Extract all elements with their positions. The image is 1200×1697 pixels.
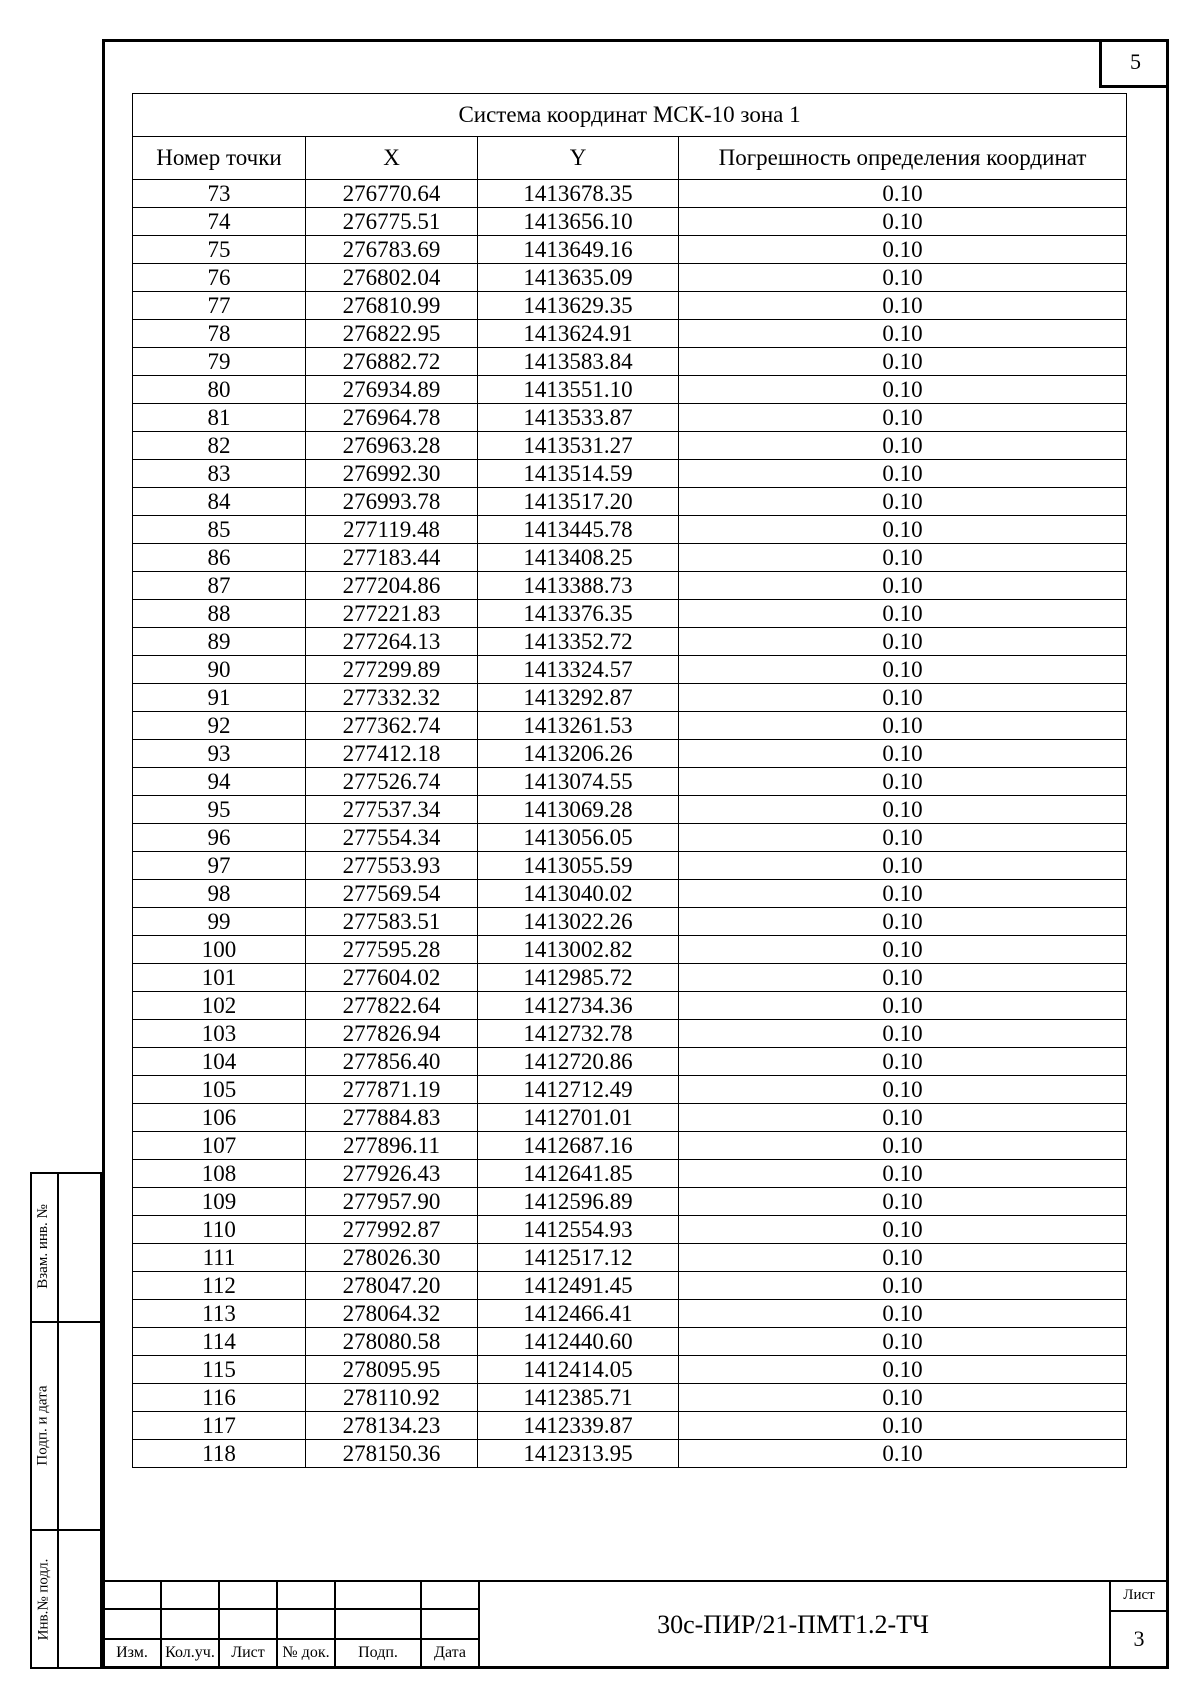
x-cell: 278080.58 (306, 1328, 478, 1356)
table-row (133, 460, 1127, 488)
x-cell: 277299.89 (306, 656, 478, 684)
page-number: 5 (1099, 39, 1169, 88)
podp-data-label: Подп. и дата (35, 1384, 52, 1466)
y-cell: 1412720.86 (478, 1048, 679, 1076)
y-cell: 1413324.57 (478, 656, 679, 684)
point-number-cell: 103 (133, 1020, 306, 1048)
x-cell: 277553.93 (306, 852, 478, 880)
accuracy-cell: 0.10 (679, 1188, 1127, 1216)
table-row (133, 1440, 1127, 1468)
y-cell: 1413517.20 (478, 488, 679, 516)
header-point-number: Номер точки (133, 137, 306, 180)
point-number-cell: 83 (133, 460, 306, 488)
table-row (133, 348, 1127, 376)
accuracy-cell: 0.10 (679, 1328, 1127, 1356)
accuracy-cell: 0.10 (679, 1440, 1127, 1468)
x-cell: 277221.83 (306, 600, 478, 628)
header-accuracy: Погрешность определения координат (679, 137, 1127, 180)
y-cell: 1413388.73 (478, 572, 679, 600)
table-row (133, 1048, 1127, 1076)
y-cell: 1413206.26 (478, 740, 679, 768)
x-cell: 276882.72 (306, 348, 478, 376)
accuracy-cell: 0.10 (679, 1300, 1127, 1328)
table-row (133, 964, 1127, 992)
table-row (133, 1160, 1127, 1188)
table-row (133, 1356, 1127, 1384)
point-number-cell: 98 (133, 880, 306, 908)
vzam-inv-label: Взам. инв. № (35, 1204, 51, 1289)
accuracy-cell: 0.10 (679, 824, 1127, 852)
y-cell: 1412339.87 (478, 1412, 679, 1440)
y-cell: 1412517.12 (478, 1244, 679, 1272)
table-row (133, 628, 1127, 656)
x-cell: 276963.28 (306, 432, 478, 460)
accuracy-cell: 0.10 (679, 1104, 1127, 1132)
point-number-cell: 118 (133, 1440, 306, 1468)
y-cell: 1413629.35 (478, 292, 679, 320)
accuracy-cell: 0.10 (679, 432, 1127, 460)
point-number-cell: 75 (133, 236, 306, 264)
table-row (133, 516, 1127, 544)
y-cell: 1413040.02 (478, 880, 679, 908)
x-cell: 277537.34 (306, 796, 478, 824)
table-row (133, 684, 1127, 712)
x-cell: 277957.90 (306, 1188, 478, 1216)
table-row (133, 656, 1127, 684)
x-cell: 277362.74 (306, 712, 478, 740)
x-cell: 276822.95 (306, 320, 478, 348)
x-cell: 276802.04 (306, 264, 478, 292)
x-cell: 277526.74 (306, 768, 478, 796)
y-cell: 1412732.78 (478, 1020, 679, 1048)
x-cell: 277183.44 (306, 544, 478, 572)
table-row (133, 1020, 1127, 1048)
y-cell: 1412985.72 (478, 964, 679, 992)
point-number-cell: 73 (133, 180, 306, 208)
x-cell: 277569.54 (306, 880, 478, 908)
accuracy-cell: 0.10 (679, 852, 1127, 880)
x-cell: 276992.30 (306, 460, 478, 488)
accuracy-cell: 0.10 (679, 796, 1127, 824)
x-cell: 277204.86 (306, 572, 478, 600)
sheet-number: 3 (1133, 1626, 1145, 1651)
table-row (133, 1300, 1127, 1328)
point-number-cell: 84 (133, 488, 306, 516)
side-strip-divider (57, 1172, 59, 1669)
x-cell: 277856.40 (306, 1048, 478, 1076)
accuracy-cell: 0.10 (679, 712, 1127, 740)
table-row (133, 1076, 1127, 1104)
table-row (133, 292, 1127, 320)
table-row (133, 1272, 1127, 1300)
x-cell: 276810.99 (306, 292, 478, 320)
table-row (133, 852, 1127, 880)
table-header-row (133, 137, 1127, 180)
x-cell: 278064.32 (306, 1300, 478, 1328)
accuracy-cell: 0.10 (679, 936, 1127, 964)
sheet-label: Лист (1123, 1586, 1155, 1603)
point-number-cell: 117 (133, 1412, 306, 1440)
accuracy-cell: 0.10 (679, 1160, 1127, 1188)
table-row (133, 880, 1127, 908)
table-row (133, 236, 1127, 264)
x-cell: 277822.64 (306, 992, 478, 1020)
point-number-cell: 106 (133, 1104, 306, 1132)
table-row (133, 1132, 1127, 1160)
table-row (133, 600, 1127, 628)
y-cell: 1412641.85 (478, 1160, 679, 1188)
table-row (133, 740, 1127, 768)
point-number-cell: 96 (133, 824, 306, 852)
accuracy-cell: 0.10 (679, 656, 1127, 684)
point-number-cell: 115 (133, 1356, 306, 1384)
y-cell: 1413531.27 (478, 432, 679, 460)
table-row (133, 264, 1127, 292)
x-cell: 277604.02 (306, 964, 478, 992)
point-number-cell: 108 (133, 1160, 306, 1188)
accuracy-cell: 0.10 (679, 1272, 1127, 1300)
table-row (133, 432, 1127, 460)
table-title: Система координат МСК-10 зона 1 (133, 94, 1127, 137)
accuracy-cell: 0.10 (679, 1384, 1127, 1412)
x-cell: 278150.36 (306, 1440, 478, 1468)
y-cell: 1413551.10 (478, 376, 679, 404)
x-cell: 277554.34 (306, 824, 478, 852)
table-row (133, 376, 1127, 404)
point-number-cell: 111 (133, 1244, 306, 1272)
y-cell: 1413408.25 (478, 544, 679, 572)
y-cell: 1413376.35 (478, 600, 679, 628)
y-cell: 1412554.93 (478, 1216, 679, 1244)
accuracy-cell: 0.10 (679, 208, 1127, 236)
accuracy-cell: 0.10 (679, 740, 1127, 768)
y-cell: 1413074.55 (478, 768, 679, 796)
header-y: Y (478, 137, 679, 180)
point-number-cell: 94 (133, 768, 306, 796)
accuracy-cell: 0.10 (679, 572, 1127, 600)
y-cell: 1412385.71 (478, 1384, 679, 1412)
y-cell: 1412687.16 (478, 1132, 679, 1160)
table-row (133, 992, 1127, 1020)
x-cell: 276783.69 (306, 236, 478, 264)
accuracy-cell: 0.10 (679, 992, 1127, 1020)
x-cell: 277884.83 (306, 1104, 478, 1132)
accuracy-cell: 0.10 (679, 684, 1127, 712)
accuracy-cell: 0.10 (679, 376, 1127, 404)
title-block-list: Лист (231, 1644, 265, 1661)
x-cell: 278134.23 (306, 1412, 478, 1440)
table-row (133, 712, 1127, 740)
point-number-cell: 79 (133, 348, 306, 376)
y-cell: 1412701.01 (478, 1104, 679, 1132)
title-block-kol-uch: Кол.уч. (165, 1644, 215, 1661)
y-cell: 1413445.78 (478, 516, 679, 544)
table-row (133, 1188, 1127, 1216)
accuracy-cell: 0.10 (679, 1020, 1127, 1048)
table-row (133, 1412, 1127, 1440)
accuracy-cell: 0.10 (679, 964, 1127, 992)
point-number-cell: 78 (133, 320, 306, 348)
title-block-data: Дата (434, 1644, 466, 1661)
x-cell: 276775.51 (306, 208, 478, 236)
title-block-podp: Подп. (358, 1644, 398, 1661)
accuracy-cell: 0.10 (679, 1048, 1127, 1076)
document-code: 30с-ПИР/21-ПМТ1.2-ТЧ (657, 1610, 929, 1639)
point-number-cell: 85 (133, 516, 306, 544)
point-number-cell: 95 (133, 796, 306, 824)
y-cell: 1413583.84 (478, 348, 679, 376)
x-cell: 277992.87 (306, 1216, 478, 1244)
x-cell: 277332.32 (306, 684, 478, 712)
y-cell: 1412466.41 (478, 1300, 679, 1328)
y-cell: 1412414.05 (478, 1356, 679, 1384)
y-cell: 1413022.26 (478, 908, 679, 936)
accuracy-cell: 0.10 (679, 236, 1127, 264)
y-cell: 1413292.87 (478, 684, 679, 712)
y-cell: 1413656.10 (478, 208, 679, 236)
coordinates-table (132, 93, 1127, 1468)
point-number-cell: 93 (133, 740, 306, 768)
point-number-cell: 112 (133, 1272, 306, 1300)
accuracy-cell: 0.10 (679, 180, 1127, 208)
inv-podl-label: Инв.№ подл. (35, 1558, 51, 1640)
y-cell: 1413678.35 (478, 180, 679, 208)
point-number-cell: 92 (133, 712, 306, 740)
point-number-cell: 101 (133, 964, 306, 992)
accuracy-cell: 0.10 (679, 628, 1127, 656)
x-cell: 278026.30 (306, 1244, 478, 1272)
accuracy-cell: 0.10 (679, 460, 1127, 488)
table-row (133, 1104, 1127, 1132)
point-number-cell: 107 (133, 1132, 306, 1160)
accuracy-cell: 0.10 (679, 1216, 1127, 1244)
y-cell: 1412596.89 (478, 1188, 679, 1216)
point-number-cell: 100 (133, 936, 306, 964)
accuracy-cell: 0.10 (679, 292, 1127, 320)
accuracy-cell: 0.10 (679, 600, 1127, 628)
table-row (133, 572, 1127, 600)
x-cell: 277595.28 (306, 936, 478, 964)
table-row (133, 796, 1127, 824)
accuracy-cell: 0.10 (679, 1412, 1127, 1440)
y-cell: 1413069.28 (478, 796, 679, 824)
table-row (133, 488, 1127, 516)
y-cell: 1412491.45 (478, 1272, 679, 1300)
table-row (133, 824, 1127, 852)
y-cell: 1412440.60 (478, 1328, 679, 1356)
table-row (133, 1384, 1127, 1412)
table-row (133, 936, 1127, 964)
table-row (133, 544, 1127, 572)
y-cell: 1413352.72 (478, 628, 679, 656)
y-cell: 1413056.05 (478, 824, 679, 852)
accuracy-cell: 0.10 (679, 1076, 1127, 1104)
y-cell: 1413635.09 (478, 264, 679, 292)
table-row (133, 1216, 1127, 1244)
point-number-cell: 90 (133, 656, 306, 684)
x-cell: 277412.18 (306, 740, 478, 768)
point-number-cell: 87 (133, 572, 306, 600)
table-row (133, 180, 1127, 208)
x-cell: 278095.95 (306, 1356, 478, 1384)
x-cell: 278110.92 (306, 1384, 478, 1412)
point-number-cell: 81 (133, 404, 306, 432)
accuracy-cell: 0.10 (679, 516, 1127, 544)
point-number-cell: 113 (133, 1300, 306, 1328)
x-cell: 277926.43 (306, 1160, 478, 1188)
x-cell: 277119.48 (306, 516, 478, 544)
x-cell: 277871.19 (306, 1076, 478, 1104)
accuracy-cell: 0.10 (679, 880, 1127, 908)
point-number-cell: 102 (133, 992, 306, 1020)
point-number-cell: 89 (133, 628, 306, 656)
point-number-cell: 91 (133, 684, 306, 712)
point-number-cell: 105 (133, 1076, 306, 1104)
accuracy-cell: 0.10 (679, 1244, 1127, 1272)
table-body (133, 180, 1127, 1468)
y-cell: 1413514.59 (478, 460, 679, 488)
point-number-cell: 99 (133, 908, 306, 936)
point-number-cell: 110 (133, 1216, 306, 1244)
point-number-cell: 76 (133, 264, 306, 292)
y-cell: 1413055.59 (478, 852, 679, 880)
x-cell: 277264.13 (306, 628, 478, 656)
x-cell: 276993.78 (306, 488, 478, 516)
point-number-cell: 104 (133, 1048, 306, 1076)
accuracy-cell: 0.10 (679, 768, 1127, 796)
y-cell: 1412313.95 (478, 1440, 679, 1468)
table-row (133, 768, 1127, 796)
table-row (133, 1244, 1127, 1272)
x-cell: 276934.89 (306, 376, 478, 404)
table-row (133, 208, 1127, 236)
accuracy-cell: 0.10 (679, 264, 1127, 292)
x-cell: 276964.78 (306, 404, 478, 432)
x-cell: 278047.20 (306, 1272, 478, 1300)
point-number-cell: 86 (133, 544, 306, 572)
accuracy-cell: 0.10 (679, 1132, 1127, 1160)
y-cell: 1413533.87 (478, 404, 679, 432)
y-cell: 1412734.36 (478, 992, 679, 1020)
point-number-cell: 109 (133, 1188, 306, 1216)
point-number-cell: 97 (133, 852, 306, 880)
point-number-cell: 77 (133, 292, 306, 320)
y-cell: 1412712.49 (478, 1076, 679, 1104)
table-row (133, 1328, 1127, 1356)
point-number-cell: 74 (133, 208, 306, 236)
accuracy-cell: 0.10 (679, 1356, 1127, 1384)
point-number-cell: 88 (133, 600, 306, 628)
table-row (133, 320, 1127, 348)
point-number-cell: 80 (133, 376, 306, 404)
y-cell: 1413261.53 (478, 712, 679, 740)
x-cell: 277826.94 (306, 1020, 478, 1048)
point-number-cell: 82 (133, 432, 306, 460)
accuracy-cell: 0.10 (679, 404, 1127, 432)
y-cell: 1413624.91 (478, 320, 679, 348)
y-cell: 1413649.16 (478, 236, 679, 264)
point-number-cell: 116 (133, 1384, 306, 1412)
table-row (133, 908, 1127, 936)
table-row (133, 404, 1127, 432)
y-cell: 1413002.82 (478, 936, 679, 964)
accuracy-cell: 0.10 (679, 488, 1127, 516)
point-number-cell: 114 (133, 1328, 306, 1356)
x-cell: 277583.51 (306, 908, 478, 936)
header-x: X (306, 137, 478, 180)
title-block-doc-number: № док. (282, 1644, 330, 1661)
accuracy-cell: 0.10 (679, 348, 1127, 376)
x-cell: 276770.64 (306, 180, 478, 208)
title-block-izm: Изм. (116, 1644, 148, 1661)
accuracy-cell: 0.10 (679, 320, 1127, 348)
accuracy-cell: 0.10 (679, 544, 1127, 572)
x-cell: 277896.11 (306, 1132, 478, 1160)
accuracy-cell: 0.10 (679, 908, 1127, 936)
